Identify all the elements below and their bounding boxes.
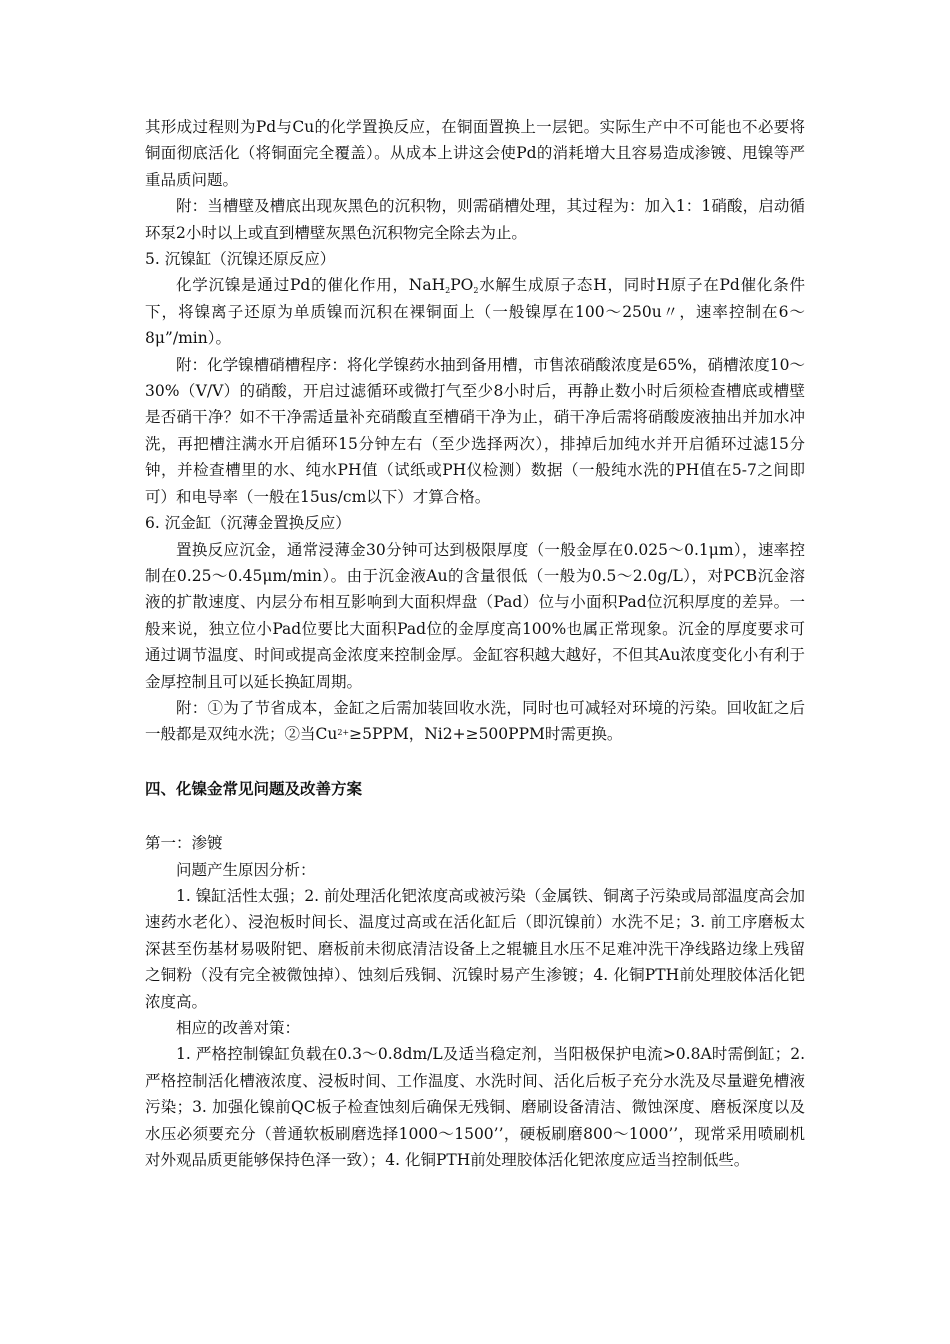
nickel-desc-part-c: 水解生成原子态H，同时H原子在Pd催化条件下，将镍离子还原为单质镍而沉积在裸铜面上（一般镍厚在100～250u〃，速率控制在6～8μ”/min）。 bbox=[145, 276, 805, 348]
paragraph-nickel-description bbox=[145, 272, 805, 351]
paragraph-intro-continued: 其形成过程则为Pd与Cu的化学置换反应，在铜面置换上一层钯。实际生产中不可能也不必要将铜面彻底活化（将铜面完全覆盖）。从成本上讲这会使Pd的消耗增大且容易造成渗镀、甩镍等严重品质问题。 bbox=[145, 118, 805, 189]
nickel-desc-part-a: 化学沉镍是通过Pd的催化作用，NaH bbox=[176, 276, 446, 295]
nickel-desc-subscript-b: 2 bbox=[473, 285, 479, 295]
heading-nickel-tank: 5. 沉镍缸（沉镍还原反应） bbox=[145, 250, 336, 269]
gold-note-superscript: 2+ bbox=[337, 727, 350, 737]
nickel-desc-part-b: PO bbox=[450, 276, 474, 295]
heading-gold-tank: 6. 沉金缸（沉薄金置换反应） bbox=[145, 514, 351, 533]
paragraph-cause-title: 问题产生原因分析： bbox=[176, 860, 316, 879]
gold-note-part-a: 附：①为了节省成本，金缸之后需加装回收水洗，同时也可减轻对环境的污染。回收缸之后一般都是双纯水洗；②当Cu bbox=[145, 698, 805, 744]
paragraph-gold-description: 置换反应沉金，通常浸薄金30分钟可达到极限厚度（一般金厚在0.025～0.1μm），速率控制在0.25～0.45μm/min）。由于沉金液Au的含量很低（一般为0.5～2.0g/L），对PCB沉金溶液的扩散速度、内层分布相互影响到大面积焊盘（Pad）位与小面积Pad位沉积厚度的差异。一般来说，独立位小Pad位要比大面积Pad位的金厚度高100%也属正常现象。沉金的厚度要求可通过调节温度、时间或提高金浓度来控制金厚。金缸容积越大越好，不但其Au浓度变化小有利于金厚控制且可以延长换缸周期。 bbox=[145, 540, 805, 691]
paragraph-nickel-note: 附：化学镍槽硝槽程序：将化学镍药水抽到备用槽，市售浓硝酸浓度是65%，硝槽浓度10～30%（V/V）的硝酸，开启过滤循环或微打气至少8小时后，再静止数小时后须检查槽底或槽壁是否硝干净？如不干净需适量补充硝酸直至槽硝干净为止，硝干净后需将硝酸废液抽出并加水冲洗，再把槽注满水开启循环15分钟左右（至少选择两次），排掉后加纯水并开启循环过滤15分钟，并检查槽里的水、纯水PH值（试纸或PH仪检测）数据（一般纯水洗的PH值在5-7之间即可）和电导率（一般在15us/cm以下）才算合格。 bbox=[145, 355, 805, 506]
paragraph-measures-title: 相应的改善对策： bbox=[176, 1019, 301, 1037]
paragraph-gold-note bbox=[145, 695, 805, 748]
paragraph-causes: 1. 镍缸活性太强；2. 前处理活化钯浓度高或被污染（金属铁、铜离子污染或局部温度高会加速药水老化）、浸泡板时间长、温度过高或在活化缸后（即沉镍前）水洗不足；3. 前工序磨板太深甚至伤基材易吸附钯、磨板前未彻底清洁设备上之辊辘且水压不足难冲洗干净线路边缘上残留之铜粉（没有完全被微蚀掉）、蚀刻后残铜、沉镍时易产生渗镀；4. 化铜PTH前处理胶体活化钯浓度高。 bbox=[145, 886, 805, 1011]
paragraph-measures: 1. 严格控制镍缸负载在0.3～0.8dm/L及适当稳定剂，当阳极保护电流>0.8A时需倒缸；2. 严格控制活化槽液浓度、浸板时间、工作温度、水洗时间、活化后板子充分水洗及尽量避免槽液污染；3. 加强化镍前QC板子检查蚀刻后确保无残铜、磨刷设备清洁、微蚀深度、磨板深度以及水压必须要充分（普通软板刷磨选择1000～1500’’，硬板刷磨800～1000’’，现常采用喷刷机对外观品质更能够保持色泽一致）；4. 化铜PTH前处理胶体活化钯浓度应适当控制低些。 bbox=[145, 1045, 805, 1170]
spacer bbox=[145, 748, 805, 776]
section-heading-four: 四、化镍金常见问题及改善方案 bbox=[145, 779, 363, 798]
document-body bbox=[145, 114, 805, 1173]
nickel-desc-subscript-a: 2 bbox=[445, 285, 451, 295]
paragraph-nitric-note: 附：当槽壁及槽底出现灰黑色的沉积物，则需硝槽处理，其过程为：加入1：1硝酸，启动循环泵2小时以上或直到槽壁灰黑色沉积物完全除去为止。 bbox=[145, 197, 805, 242]
heading-first-issue: 第一：渗镀 bbox=[145, 834, 223, 853]
gold-note-part-b: ≥5PPM，Ni2+≥500PPM时需更换。 bbox=[349, 725, 623, 744]
spacer bbox=[145, 802, 805, 830]
